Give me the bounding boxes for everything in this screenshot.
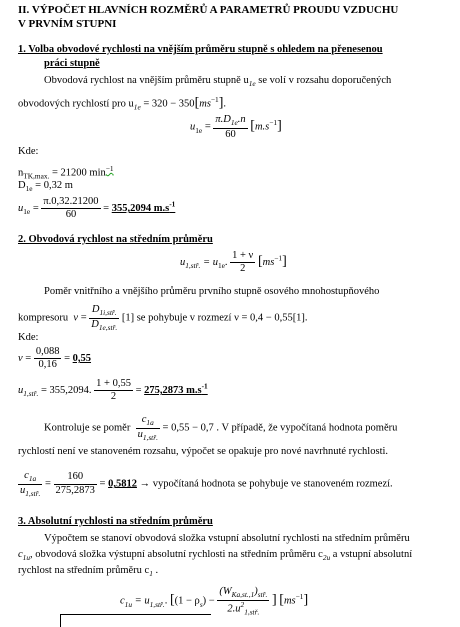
section-1-paragraph-line2: obvodových rychlostí pro $u_{1e} = 320 - 350[ms^{-1}]$. bbox=[18, 95, 227, 112]
section-2-heading: 2. Obvodová rychlost na středním průměru bbox=[18, 234, 213, 245]
param-d1e: $D_{1e} = 0,32$ m bbox=[18, 180, 73, 194]
kde-label-1: Kde: bbox=[18, 146, 39, 157]
section-3-paragraph-line2: $c_{1u}$, obvodová složka výstupní absolutní rychlosti na středním průměru $c_{2u}$ a vstupní absolutní bbox=[18, 549, 413, 563]
section-2-paragraph-line1: Poměr vnitřního a vnějšího průměru prvního stupně osového mnohostupňového bbox=[44, 286, 380, 297]
section-3-heading: 3. Absolutní rychlosti na středním průměru bbox=[18, 516, 213, 527]
calc-u1e: $u_{1e}$ = $\frac{\pi.0,32.21200}{60}$ = 355,2094 $m.s^{-1}$ bbox=[18, 196, 176, 221]
section-3-paragraph-line1: Výpočtem se stanoví obvodová složka vstupní absolutní rychlosti na středním průměru bbox=[44, 533, 410, 544]
formula-u1str: $u_{1,stř.} = u_{1e}$. $\frac{1 + \nu}{2}$ $[ms^{-1}]$ bbox=[180, 250, 287, 275]
control-ratio-line1: Kontroluje se poměr $\frac{c_{1a}}{u_{1,stř.}}$ = 0,55 − 0,7 . V případě, že vypočítaná hodnota poměru bbox=[44, 414, 398, 442]
calc-nu: ν = $\frac{0,088}{0,16}$ = 0,55 bbox=[18, 346, 92, 371]
section-1-paragraph-line1: Obvodová rychlost na vnějším průměru stupně $u_{1e}$ se volí v rozsahu doporučených bbox=[44, 75, 392, 89]
calc-ratio: $\frac{c_{1a}}{u_{1,stř.}}$ = $\frac{160}{275,2873}$ = 0,5812 → vypočítaná hodnota se pohybuje ve stanoveném rozmezí. bbox=[20, 470, 393, 498]
chapter-title-line2: V PRVNÍM STUPNI bbox=[18, 18, 117, 30]
cropped-equation-frame bbox=[60, 614, 211, 627]
kde-label-2: Kde: bbox=[18, 332, 39, 343]
formula-u1e: $u_{1e}$ = $\frac{\pi.D_{1e}.n}{60}$ $[m.s^{-1}]$ bbox=[190, 114, 282, 140]
control-ratio-line2: rychlostí není ve stanoveném rozsahu, výpočet se opakuje pro nové navrhnuté rychlosti. bbox=[18, 446, 389, 457]
section-1-heading-line2: práci stupně bbox=[44, 58, 100, 69]
formula-c1u: $c_{1u} = u_{1,stř.}$. [$(1 - \rho_s)$ − $\frac{(W_{Ka,st.,1})_{stř.}}{2.u^2_{1,stř.}}$ ] $[ms^{-1}]$ bbox=[120, 586, 309, 617]
chapter-title: II. VÝPOČET HLAVNÍCH ROZMĚRŮ A PARAMETRŮ PROUDU VZDUCHU bbox=[18, 4, 399, 16]
param-n: $n_{TK,max.} = 21200$ $\min^{-1}$ bbox=[18, 164, 114, 181]
calc-u1str: $u_{1,stř.} = 355,2094$. $\frac{1 + 0,55}{2}$ = 275,2873 $m.s^{-1}$ bbox=[18, 378, 208, 403]
section-2-paragraph-line2: kompresoru ν = $\frac{D_{1i,stř.}}{D_{1e,stř.}}$ [1] se pohybuje v rozmezí ν = 0,4 − 0,55[1]. bbox=[18, 304, 308, 332]
section-3-paragraph-line3: rychlost na středním průměru $c_1$ . bbox=[18, 565, 159, 579]
section-1-heading: 1. Volba obvodové rychlosti na vnějším průměru stupně s ohledem na přenesenou bbox=[18, 44, 383, 55]
